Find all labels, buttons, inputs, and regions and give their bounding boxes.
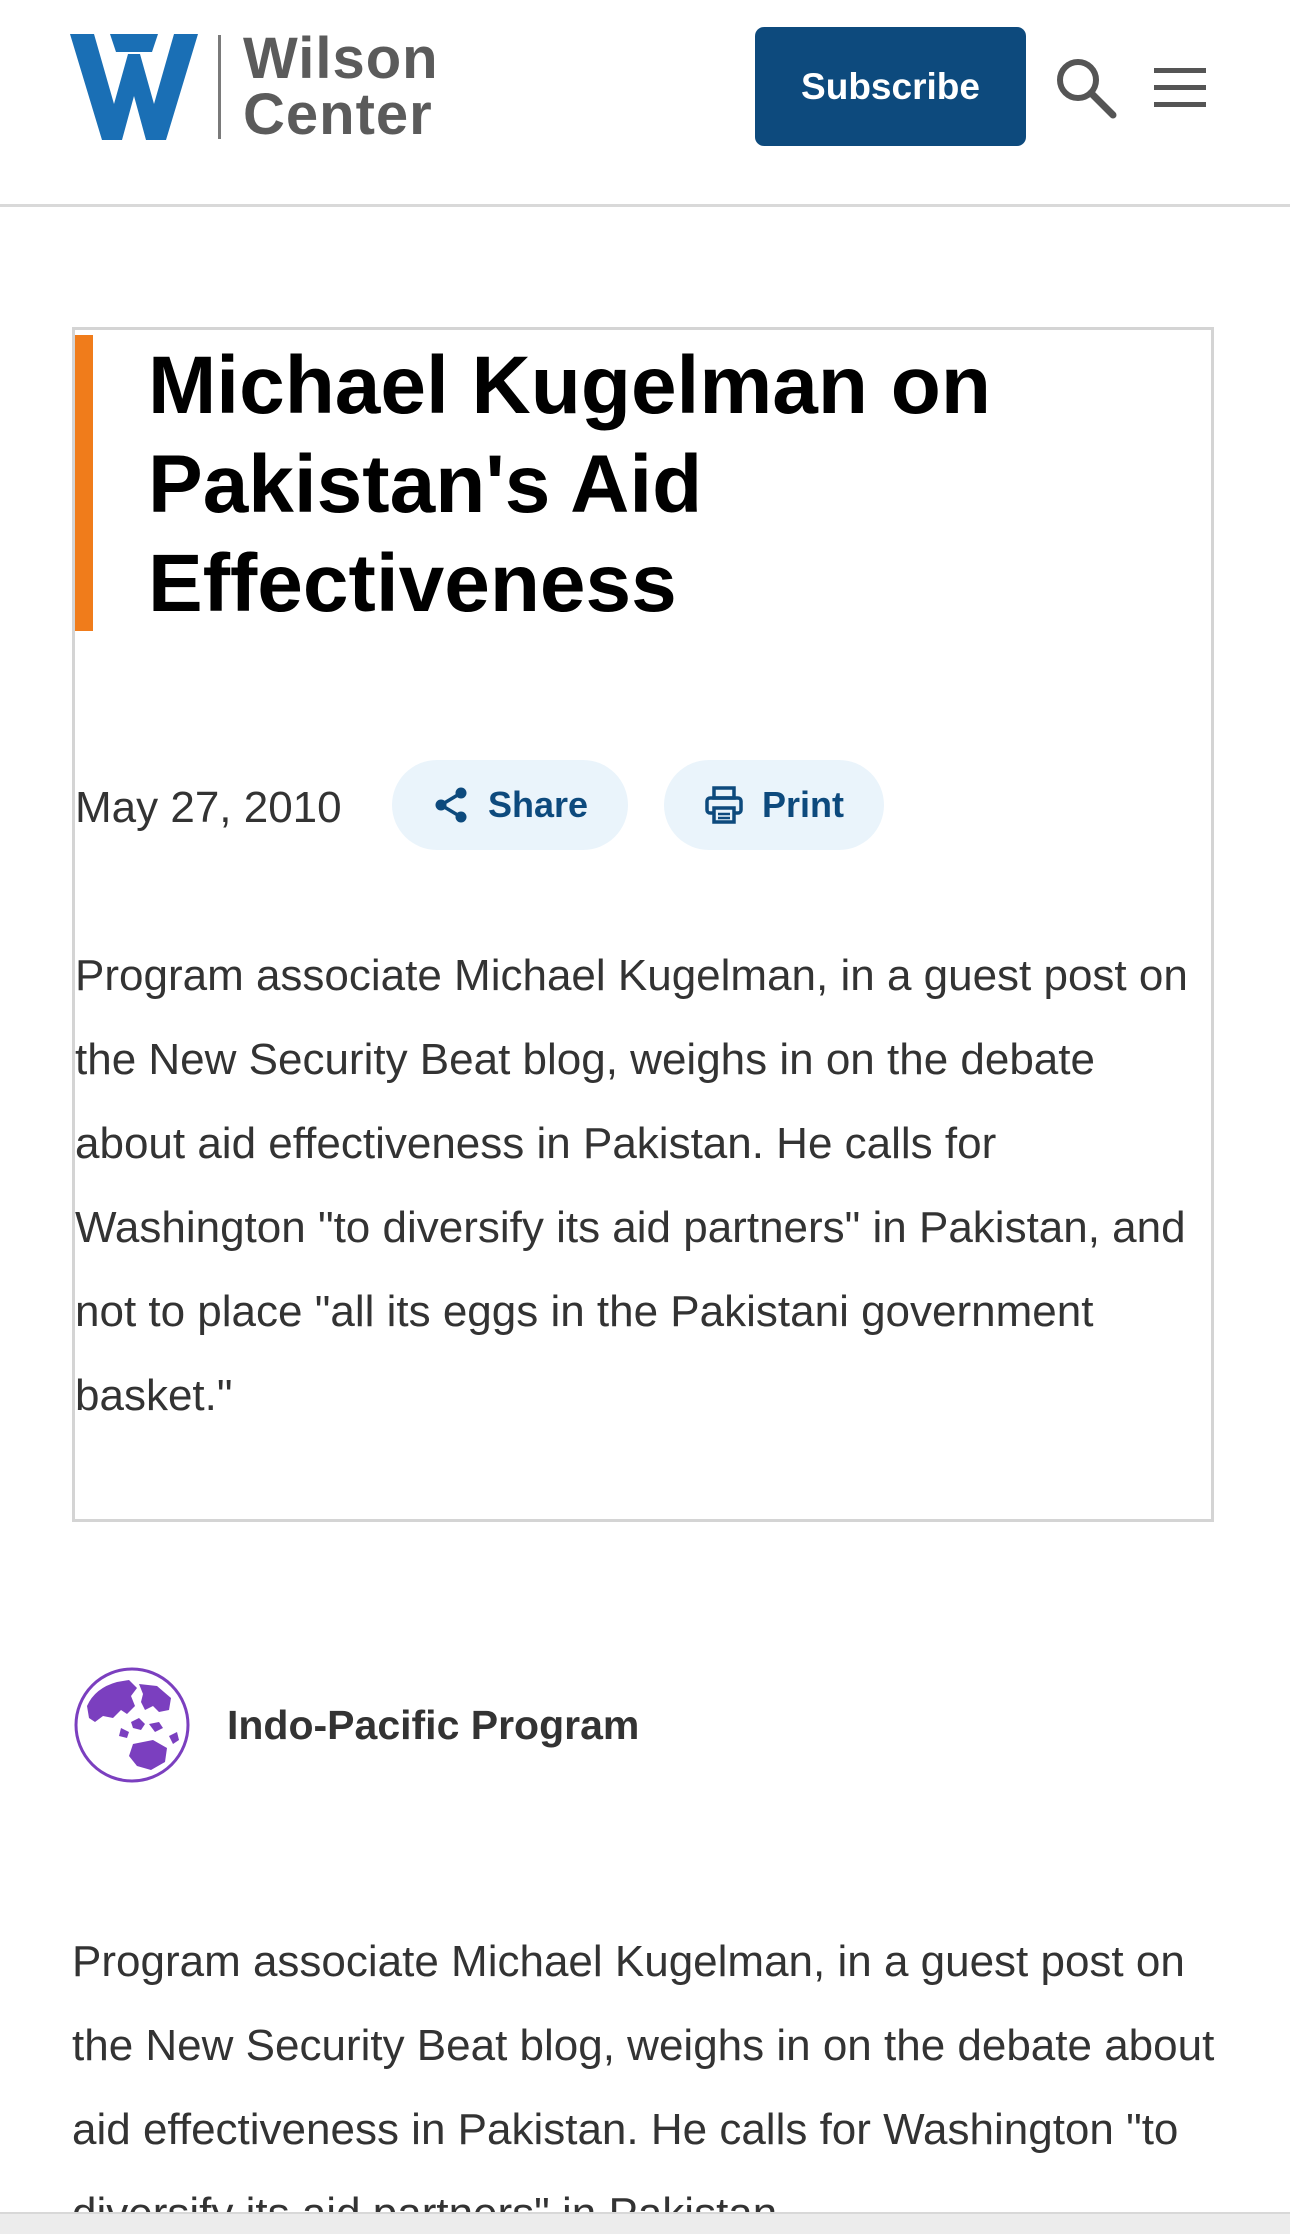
wilson-w-logo-icon <box>70 34 198 140</box>
search-icon[interactable] <box>1053 55 1119 121</box>
logo-wordmark <box>243 26 439 147</box>
share-icon <box>432 786 470 824</box>
wilson-center-logo[interactable] <box>70 26 439 147</box>
print-label: Print <box>761 784 844 825</box>
article-summary: Program associate Michael Kugelman, in a guest post on the New Security Beat blog, weighs in on the debate about aid effectiveness in Pakistan. He calls for Washington "to diversify its aid partners" in Pakistan, and not to place "all its eggs in the Pakistani government basket." <box>75 951 1188 1420</box>
program-tag[interactable] <box>73 1666 639 1784</box>
print-button[interactable] <box>664 760 884 850</box>
article-title: Michael Kugelman on Pakistan's Aid Effectiveness <box>148 340 991 629</box>
title-accent-bar <box>75 335 93 631</box>
hamburger-menu-icon[interactable] <box>1150 60 1210 116</box>
print-icon <box>704 786 744 824</box>
logo-line-1: Wilson <box>243 26 439 91</box>
globe-icon <box>73 1666 191 1784</box>
share-label: Share <box>487 784 589 825</box>
subscribe-button[interactable]: Subscribe <box>755 27 1026 146</box>
logo-divider <box>218 35 221 139</box>
program-name: Indo-Pacific Program <box>227 1701 640 1748</box>
logo-line-2: Center <box>243 82 433 147</box>
site-header <box>0 0 1290 207</box>
bottom-bar <box>0 2212 1290 2234</box>
share-button[interactable] <box>392 760 628 850</box>
article-body-text: Program associate Michael Kugelman, in a guest post on the New Security Beat blog, weighs in on the debate about aid effectiveness in Pakistan. He calls for Washington "to <box>72 1937 1215 2154</box>
article-date: May 27, 2010 <box>75 783 342 832</box>
